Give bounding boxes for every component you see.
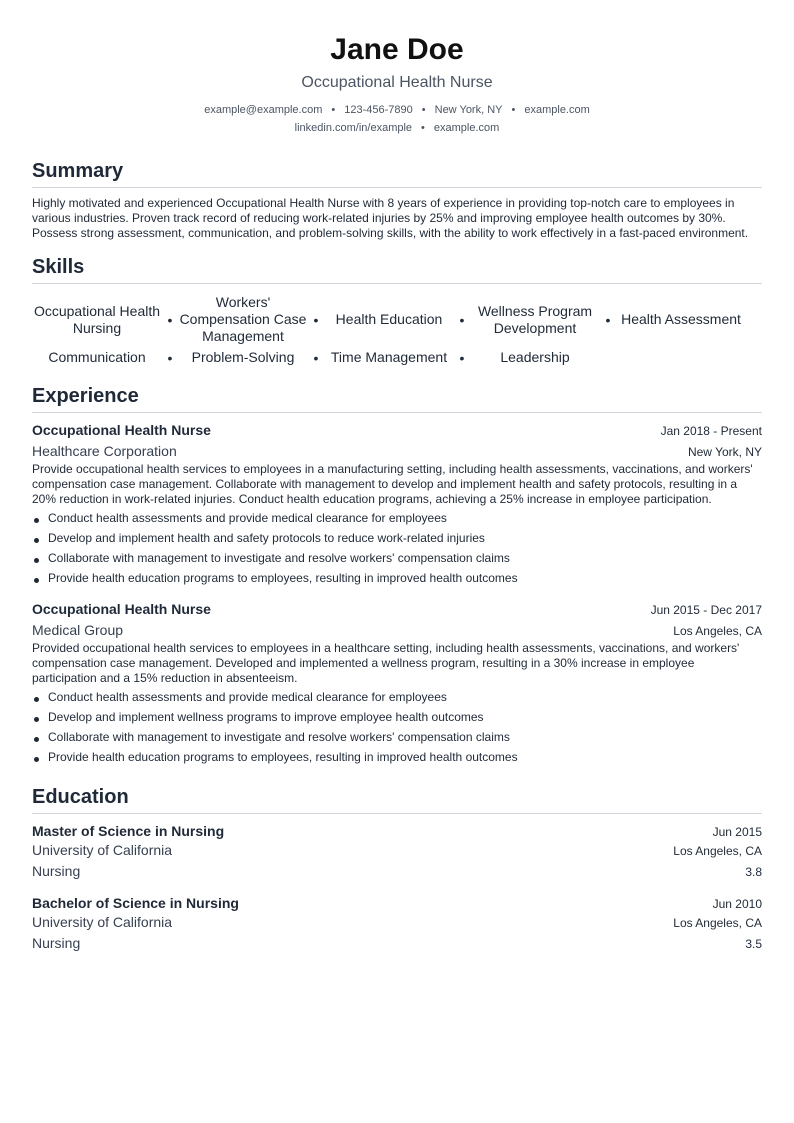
candidate-name: Jane Doe <box>330 33 464 66</box>
skills-section <box>32 255 762 366</box>
resume-header <box>32 0 762 137</box>
job-location: Los Angeles, CA <box>673 624 762 638</box>
contact-separator: • <box>511 104 516 116</box>
job-bullet: Conduct health assessments and provide medical clearance for employees <box>32 690 762 705</box>
skills-heading: Skills <box>32 255 762 284</box>
job-bullet: Collaborate with management to investigate and resolve workers' compensation claims <box>32 730 762 745</box>
skill-item: Wellness Program Development <box>477 302 593 336</box>
skill-item: Communication <box>48 349 146 365</box>
skill-item: Health Education <box>335 311 443 327</box>
email-link[interactable]: example@example.com <box>204 104 323 116</box>
school-location: Los Angeles, CA <box>673 844 762 858</box>
candidate-title: Occupational Health Nurse <box>301 74 493 91</box>
job-description: Provided occupational health services to employees in a healthcare setting, including health assessments, vaccinations, and workers' compensation case management. Developed and implemented a wellness program, resulting in a 30% increase in employee participation and a 15% reduction in absenteeism. <box>32 641 740 685</box>
summary-heading: Summary <box>32 159 762 188</box>
experience-section <box>32 384 762 765</box>
graduation-date: Jun 2010 <box>712 897 762 911</box>
job-bullet: Conduct health assessments and provide medical clearance for employees <box>32 511 762 526</box>
contact-line-1 <box>32 101 762 119</box>
skill-separator: • <box>167 349 173 366</box>
job-location: New York, NY <box>687 445 762 459</box>
job-bullet: Provide health education programs to employees, resulting in improved health outcomes <box>32 750 762 765</box>
skill-separator: • <box>605 311 611 328</box>
job-title: Occupational Health Nurse <box>32 601 211 617</box>
education-section <box>32 785 762 954</box>
contact-line-2 <box>32 119 762 137</box>
skills-row-2 <box>32 349 762 366</box>
job-bullet: Develop and implement health and safety protocols to reduce work-related injuries <box>32 531 762 546</box>
skill-item: Problem-Solving <box>191 349 295 365</box>
school-name: University of California <box>32 914 173 930</box>
job-company: Healthcare Corporation <box>32 443 177 459</box>
website-link[interactable]: example.com <box>524 104 590 116</box>
school-location: Los Angeles, CA <box>673 916 762 930</box>
job-title: Occupational Health Nurse <box>32 422 211 438</box>
skill-separator: • <box>313 311 319 328</box>
education-heading: Education <box>32 785 762 814</box>
field-of-study: Nursing <box>32 863 81 879</box>
school-row <box>32 912 762 933</box>
school-row <box>32 840 762 861</box>
location: New York, NY <box>434 104 503 116</box>
job-title-row <box>32 421 762 439</box>
job-description: Provide occupational health services to employees in a manufacturing setting, including health assessments, vaccinations, and workers' compensation case management. Collaborate with management to develop and implement health and safety protocols, resulting in a 20% reduction in work-related injuries. Conduct health education programs, achieving a 25% increase in employee participation. <box>32 462 753 506</box>
job-bullet: Provide health education programs to employees, resulting in improved health outcomes <box>32 571 762 586</box>
linkedin-link[interactable]: linkedin.com/in/example <box>294 122 413 134</box>
contact-separator: • <box>421 104 426 116</box>
school-name: University of California <box>32 842 173 858</box>
contact-separator: • <box>331 104 336 116</box>
field-row <box>32 861 762 882</box>
job-bullets <box>32 511 762 586</box>
job-bullet: Develop and implement wellness programs to improve employee health outcomes <box>32 710 762 725</box>
job-bullet: Collaborate with management to investigate and resolve workers' compensation claims <box>32 551 762 566</box>
job-dates: Jun 2015 - Dec 2017 <box>650 603 762 617</box>
degree-row <box>32 894 762 912</box>
skill-item: Leadership <box>500 349 570 365</box>
job-company-row <box>32 618 762 640</box>
skill-separator: • <box>167 311 173 328</box>
skill-item: Occupational Health Nursing <box>33 302 161 336</box>
degree-name: Bachelor of Science in Nursing <box>32 895 239 911</box>
job-dates: Jan 2018 - Present <box>660 424 762 438</box>
job-company-row <box>32 439 762 461</box>
phone-number: 123-456-7890 <box>344 104 413 116</box>
skill-item: Workers' Compensation Case Management <box>179 294 307 344</box>
skill-item: Time Management <box>330 349 448 365</box>
skills-row-1 <box>32 294 762 345</box>
website-link-2[interactable]: example.com <box>433 122 500 134</box>
education-entry <box>32 894 762 954</box>
skill-separator: • <box>313 349 319 366</box>
degree-name: Master of Science in Nursing <box>32 823 225 839</box>
summary-section <box>32 159 762 241</box>
gpa: 3.5 <box>745 937 762 951</box>
job-entry <box>32 421 762 586</box>
summary-text: Highly motivated and experienced Occupational Health Nurse with 8 years of experience in providing top-notch care to employees in various industries. Proven track record of reducing work-related injuries by 25% and improving employee health outcomes by 30%. Possess strong assessment, communication, and problem-solving skills, with the ability to work effectively in a fast-paced environment. <box>32 196 749 240</box>
experience-heading: Experience <box>32 384 762 413</box>
job-title-row <box>32 600 762 618</box>
contact-separator: • <box>421 122 425 134</box>
job-company: Medical Group <box>32 622 124 638</box>
graduation-date: Jun 2015 <box>712 825 762 839</box>
job-entry <box>32 600 762 765</box>
field-of-study: Nursing <box>32 935 81 951</box>
degree-row <box>32 822 762 840</box>
field-row <box>32 933 762 954</box>
gpa: 3.8 <box>745 865 762 879</box>
skill-separator: • <box>459 311 465 328</box>
job-bullets <box>32 690 762 765</box>
skill-separator: • <box>459 349 465 366</box>
skills-grid <box>32 294 762 366</box>
skill-item: Health Assessment <box>621 311 741 327</box>
education-entry <box>32 822 762 882</box>
